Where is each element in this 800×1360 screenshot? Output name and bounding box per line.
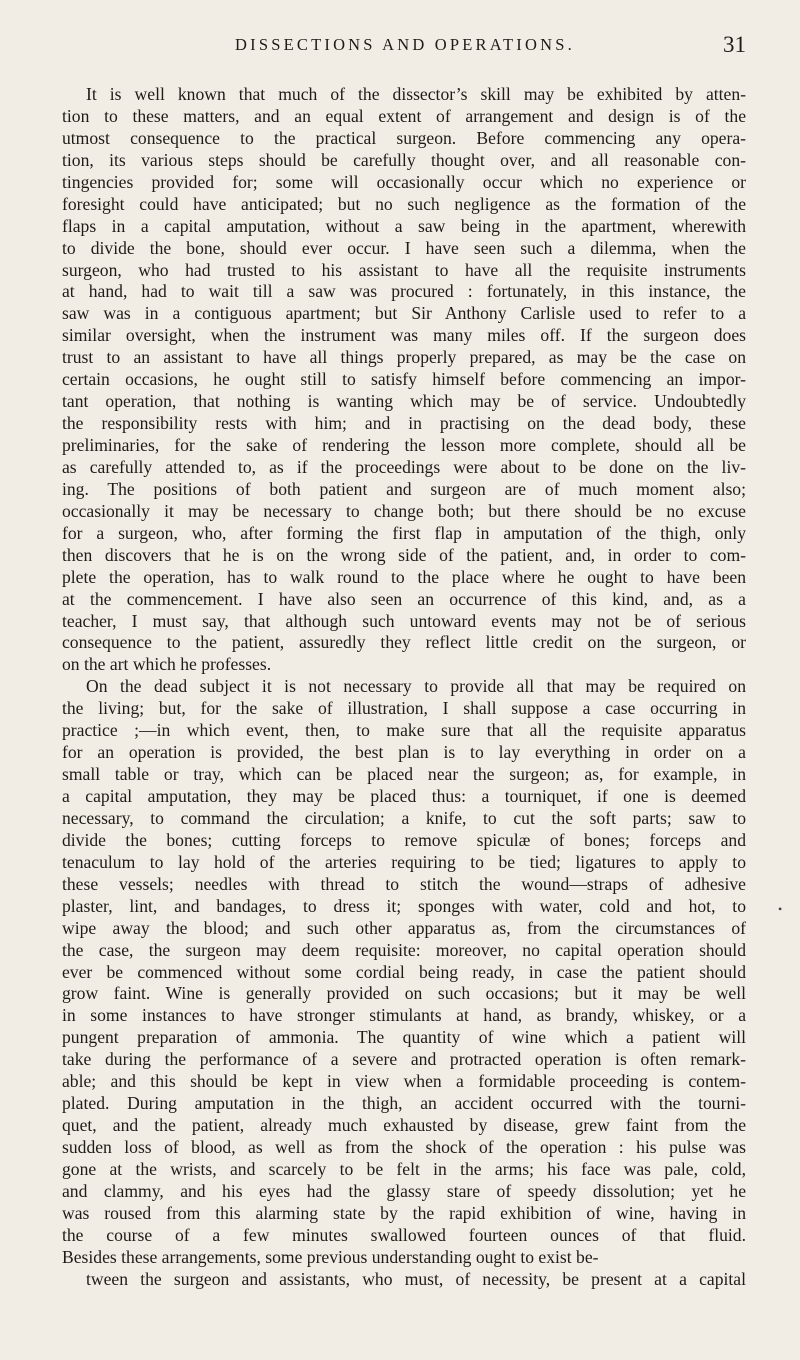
text-line: tant operation, that nothing is wanting which may be of service. Undoubtedly xyxy=(62,391,746,412)
text-line: tion to these matters, and an equal extent of arrangement and design is of the xyxy=(62,105,746,126)
text-line: teacher, I must say, that although such untoward events may not be of serious xyxy=(62,610,746,631)
body-text xyxy=(62,84,746,1291)
text-line: the course of a few minutes swallowed fourteen ounces of that fluid. xyxy=(62,1224,746,1245)
text-line: flaps in a capital amputation, without a saw being in the apartment, wherewith xyxy=(62,215,746,236)
text-line: these vessels; needles with thread to stitch the wound—straps of adhesive xyxy=(62,873,746,894)
text-line: gone at the wrists, and scarcely to be felt in the arms; his face was pale, cold, xyxy=(62,1158,746,1179)
text-line: grow faint. Wine is generally provided on such occasions; but it may be well xyxy=(62,983,746,1004)
text-line: in some instances to have stronger stimulants at hand, as brandy, whiskey, or a xyxy=(62,1005,746,1026)
text-line: ever be commenced without some cordial being ready, in case the patient should xyxy=(62,961,746,982)
stray-ink-mark: • xyxy=(778,902,783,916)
text-line: necessary, to command the circulation; a knife, to cut the soft parts; saw to xyxy=(62,807,746,828)
text-line: and clammy, and his eyes had the glassy stare of speedy dissolution; yet he xyxy=(62,1180,746,1201)
text-line: to divide the bone, should ever occur. I have seen such a dilemma, when the xyxy=(62,237,746,258)
text-line: tingencies provided for; some will occasionally occur which no experience or xyxy=(62,171,746,192)
text-line: tion, its various steps should be carefully thought over, and all reasonable con- xyxy=(62,149,746,170)
text-line: divide the bones; cutting forceps to remove spiculæ of bones; forceps and xyxy=(62,829,746,850)
text-line: consequence to the patient, assuredly they reflect little credit on the surgeon, or xyxy=(62,632,746,653)
text-line: for an operation is provided, the best plan is to lay everything in order on a xyxy=(62,742,746,763)
text-line: trust to an assistant to have all things properly prepared, as may be the case on xyxy=(62,347,746,368)
text-line: On the dead subject it is not necessary to provide all that may be required on xyxy=(86,676,746,697)
text-line: It is well known that much of the dissector’s skill may be exhibited by atten- xyxy=(86,84,746,104)
text-line: wipe away the blood; and such other apparatus as, from the circumstances of xyxy=(62,917,746,938)
text-line: as carefully attended to, as if the proceedings were about to be done on the liv- xyxy=(62,456,746,477)
text-line: plated. During amputation in the thigh, an accident occurred with the tourni- xyxy=(62,1093,746,1114)
text-line: similar oversight, when the instrument was many miles off. If the surgeon does xyxy=(62,325,746,346)
text-line: saw was in a contiguous apartment; but Sir Anthony Carlisle used to refer to a xyxy=(62,303,746,324)
text-line: utmost consequence to the practical surgeon. Before commencing any opera- xyxy=(62,127,746,148)
text-line: certain occasions, he ought still to satisfy himself before commencing an impor- xyxy=(62,369,746,390)
text-line: surgeon, who had trusted to his assistant to have all the requisite instruments xyxy=(62,259,746,280)
text-line: then discovers that he is on the wrong side of the patient, and, in order to com- xyxy=(62,544,746,565)
text-line: preliminaries, for the sake of rendering the lesson more complete, should all be xyxy=(62,435,746,455)
text-line: plaster, lint, and bandages, to dress it; sponges with water, cold and hot, to xyxy=(62,895,746,916)
text-line: occasionally it may be necessary to change both; but there should be no excuse xyxy=(62,500,746,521)
text-line: the case, the surgeon may deem requisite: moreover, no capital operation should xyxy=(62,939,746,960)
text-line: able; and this should be kept in view when a formidable proceeding is contem- xyxy=(62,1071,746,1092)
text-line: the living; but, for the sake of illustration, I shall suppose a case occurring in xyxy=(62,698,746,719)
text-line: was roused from this alarming state by the rapid exhibition of wine, having in xyxy=(62,1202,746,1223)
text-line: sudden loss of blood, as well as from the shock of the operation : his pulse was xyxy=(62,1137,746,1157)
text-line: a capital amputation, they may be placed thus: a tourniquet, if one is deemed xyxy=(62,786,746,806)
text-line: plete the operation, has to walk round to the place where he ought to have been xyxy=(62,566,746,587)
text-line: at the commencement. I have also seen an occurrence of this kind, and, as a xyxy=(62,588,746,609)
text-line: the responsibility rests with him; and in practising on the dead body, these xyxy=(62,413,746,434)
text-line: for a surgeon, who, after forming the first flap in amputation of the thigh, only xyxy=(62,522,746,543)
running-title: DISSECTIONS AND OPERATIONS. xyxy=(235,35,575,54)
text-line: Besides these arrangements, some previous understanding ought to exist be- xyxy=(62,1246,599,1267)
running-head xyxy=(64,34,746,60)
text-line: take during the performance of a severe and protracted operation is often remark- xyxy=(62,1049,746,1070)
text-line: practice ;—in which event, then, to make sure that all the requisite apparatus xyxy=(62,720,746,741)
text-line: tween the surgeon and assistants, who must, of necessity, be present at a capital xyxy=(86,1268,746,1289)
text-line: ing. The positions of both patient and surgeon are of much moment also; xyxy=(62,478,746,499)
text-line: tenaculum to lay hold of the arteries requiring to be tied; ligatures to apply to xyxy=(62,851,746,872)
page-number: 31 xyxy=(723,32,746,57)
text-line: foresight could have anticipated; but no such negligence as the formation of the xyxy=(62,193,746,214)
text-line: quet, and the patient, already much exhausted by disease, grew faint from the xyxy=(62,1115,746,1136)
text-line: on the art which he professes. xyxy=(62,654,272,675)
text-line: at hand, had to wait till a saw was procured : fortunately, in this instance, the xyxy=(62,281,746,302)
text-line: pungent preparation of ammonia. The quantity of wine which a patient will xyxy=(62,1027,746,1048)
text-line: small table or tray, which can be placed near the surgeon; as, for example, in xyxy=(62,764,746,785)
